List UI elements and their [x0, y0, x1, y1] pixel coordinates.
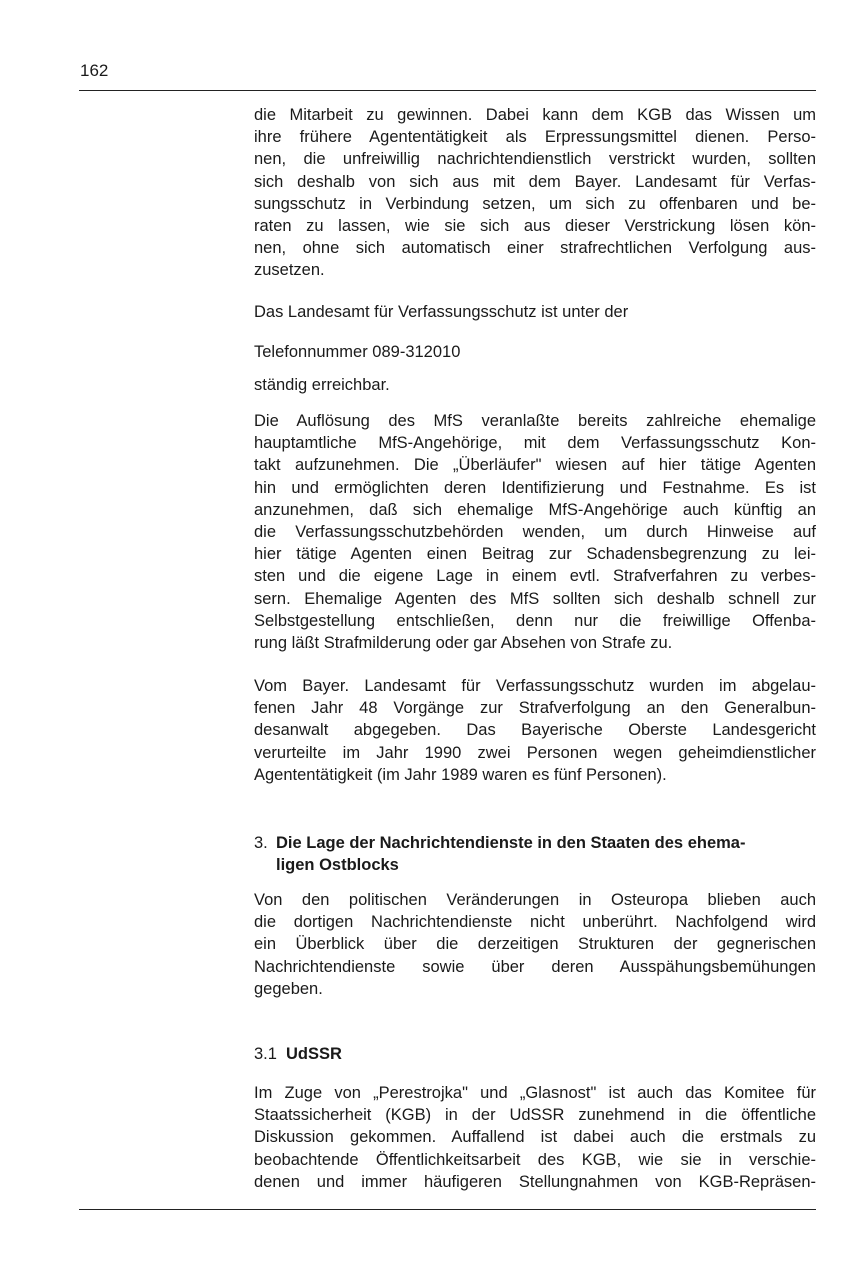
text-line: Nachrichtendienste sowie über deren Ausspähungsbemühungen: [254, 957, 816, 976]
section-number: 3.: [254, 834, 268, 852]
text-line: ein Überblick über die derzeitigen Strukturen der gegnerischen: [254, 935, 816, 954]
paragraph-perestrojka: [254, 1082, 816, 1193]
paragraph-veraenderungen: [254, 889, 816, 1000]
text-line: sungsschutz in Verbindung setzen, um sich zu offenbaren und be-: [254, 194, 816, 213]
paragraph-telefonnummer: Telefonnummer 089-312010: [254, 343, 461, 361]
text-line: Agententätigkeit (im Jahr 1989 waren es fünf Personen).: [254, 765, 667, 784]
text-line: anzunehmen, daß sich ehemalige MfS-Angehörige auch künftig an: [254, 500, 816, 519]
text-line: takt aufzunehmen. Die „Überläufer" wiesen auf hier tätige Agenten: [254, 456, 816, 475]
text-line: die Mitarbeit zu gewinnen. Dabei kann dem KGB das Wissen um: [254, 106, 816, 124]
section-title: UdSSR: [286, 1045, 342, 1063]
text-line: Die Auflösung des MfS veranlaßte bereits zahlreiche ehemalige: [254, 412, 816, 430]
text-line: beobachtende Öffentlichkeitsarbeit des KGB, wie sie in verschie-: [254, 1150, 816, 1169]
header-rule: [79, 90, 816, 91]
text-line: hier tätige Agenten einen Beitrag zur Schadensbegrenzung zu lei-: [254, 545, 816, 564]
text-line: sern. Ehemalige Agenten des MfS sollten sich deshalb schnell zur: [254, 589, 816, 608]
text-line: denen und immer häufigeren Stellungnahmen von KGB-Repräsen-: [254, 1172, 816, 1191]
paragraph-mitarbeit: [254, 104, 816, 282]
text-line: verurteilte im Jahr 1990 zwei Personen wegen geheimdienstlicher: [254, 743, 816, 762]
text-line: sten und die eigene Lage in einem evtl. Strafverfahren zu verbes-: [254, 567, 816, 586]
text-line: Vom Bayer. Landesamt für Verfassungsschutz wurden im abgelau-: [254, 677, 816, 695]
section-title-line: Die Lage der Nachrichtendienste in den Staaten des ehema-: [276, 834, 746, 852]
text-line: raten zu lassen, wie sie sich aus dieser Verstrickung lösen kön-: [254, 217, 816, 236]
text-line: hauptamtliche MfS-Angehörige, mit dem Verfassungsschutz Kon-: [254, 434, 816, 453]
text-line: hin und ermöglichten deren Identifizierung und Festnahme. Es ist: [254, 478, 816, 497]
footer-rule: [79, 1209, 816, 1210]
text-line: sich deshalb von sich aus mit dem Bayer. Landesamt für Verfas-: [254, 172, 816, 191]
text-line: Selbstgestellung entschließen, denn nur die freiwillige Offenba-: [254, 611, 816, 630]
paragraph-landesamt: Das Landesamt für Verfassungsschutz ist unter der: [254, 303, 629, 321]
text-line: gegeben.: [254, 979, 323, 998]
section-title-line: ligen Ostblocks: [276, 856, 399, 875]
text-line: die Verfassungsschutzbehörden wenden, um durch Hinweise auf: [254, 523, 816, 542]
section-number: 3.1: [254, 1045, 277, 1063]
text-line: Staatssicherheit (KGB) in der UdSSR zunehmend in die öffentliche: [254, 1106, 816, 1125]
paragraph-vorgaenge: [254, 675, 816, 786]
section-heading-3-1: [254, 1043, 816, 1065]
paragraph-erreichbar: ständig erreichbar.: [254, 376, 390, 394]
text-line: nen, die unfreiwillig nachrichtendienstlich verstrickt wurden, sollten: [254, 150, 816, 169]
text-line: desanwalt abgegeben. Das Bayerische Oberste Landesgericht: [254, 721, 816, 740]
section-heading-3: [254, 832, 816, 876]
text-line: ihre frühere Agententätigkeit als Erpressungsmittel dienen. Perso-: [254, 128, 816, 147]
text-line: rung läßt Strafmilderung oder gar Absehen von Strafe zu.: [254, 634, 673, 653]
text-line: fenen Jahr 48 Vorgänge zur Strafverfolgung an den Generalbun-: [254, 699, 816, 718]
text-line: Diskussion gekommen. Auffallend ist dabei auch die erstmals zu: [254, 1128, 816, 1147]
page-number: 162: [80, 61, 109, 80]
paragraph-aufloesung: [254, 410, 816, 654]
text-line: die dortigen Nachrichtendienste nicht unberührt. Nachfolgend wird: [254, 913, 816, 932]
text-line: Von den politischen Veränderungen in Osteuropa blieben auch: [254, 891, 816, 909]
text-line: zusetzen.: [254, 261, 325, 280]
text-line: nen, ohne sich automatisch einer strafrechtlichen Verfolgung aus-: [254, 239, 816, 258]
text-line: Im Zuge von „Perestrojka" und „Glasnost" ist auch das Komitee für: [254, 1084, 816, 1102]
